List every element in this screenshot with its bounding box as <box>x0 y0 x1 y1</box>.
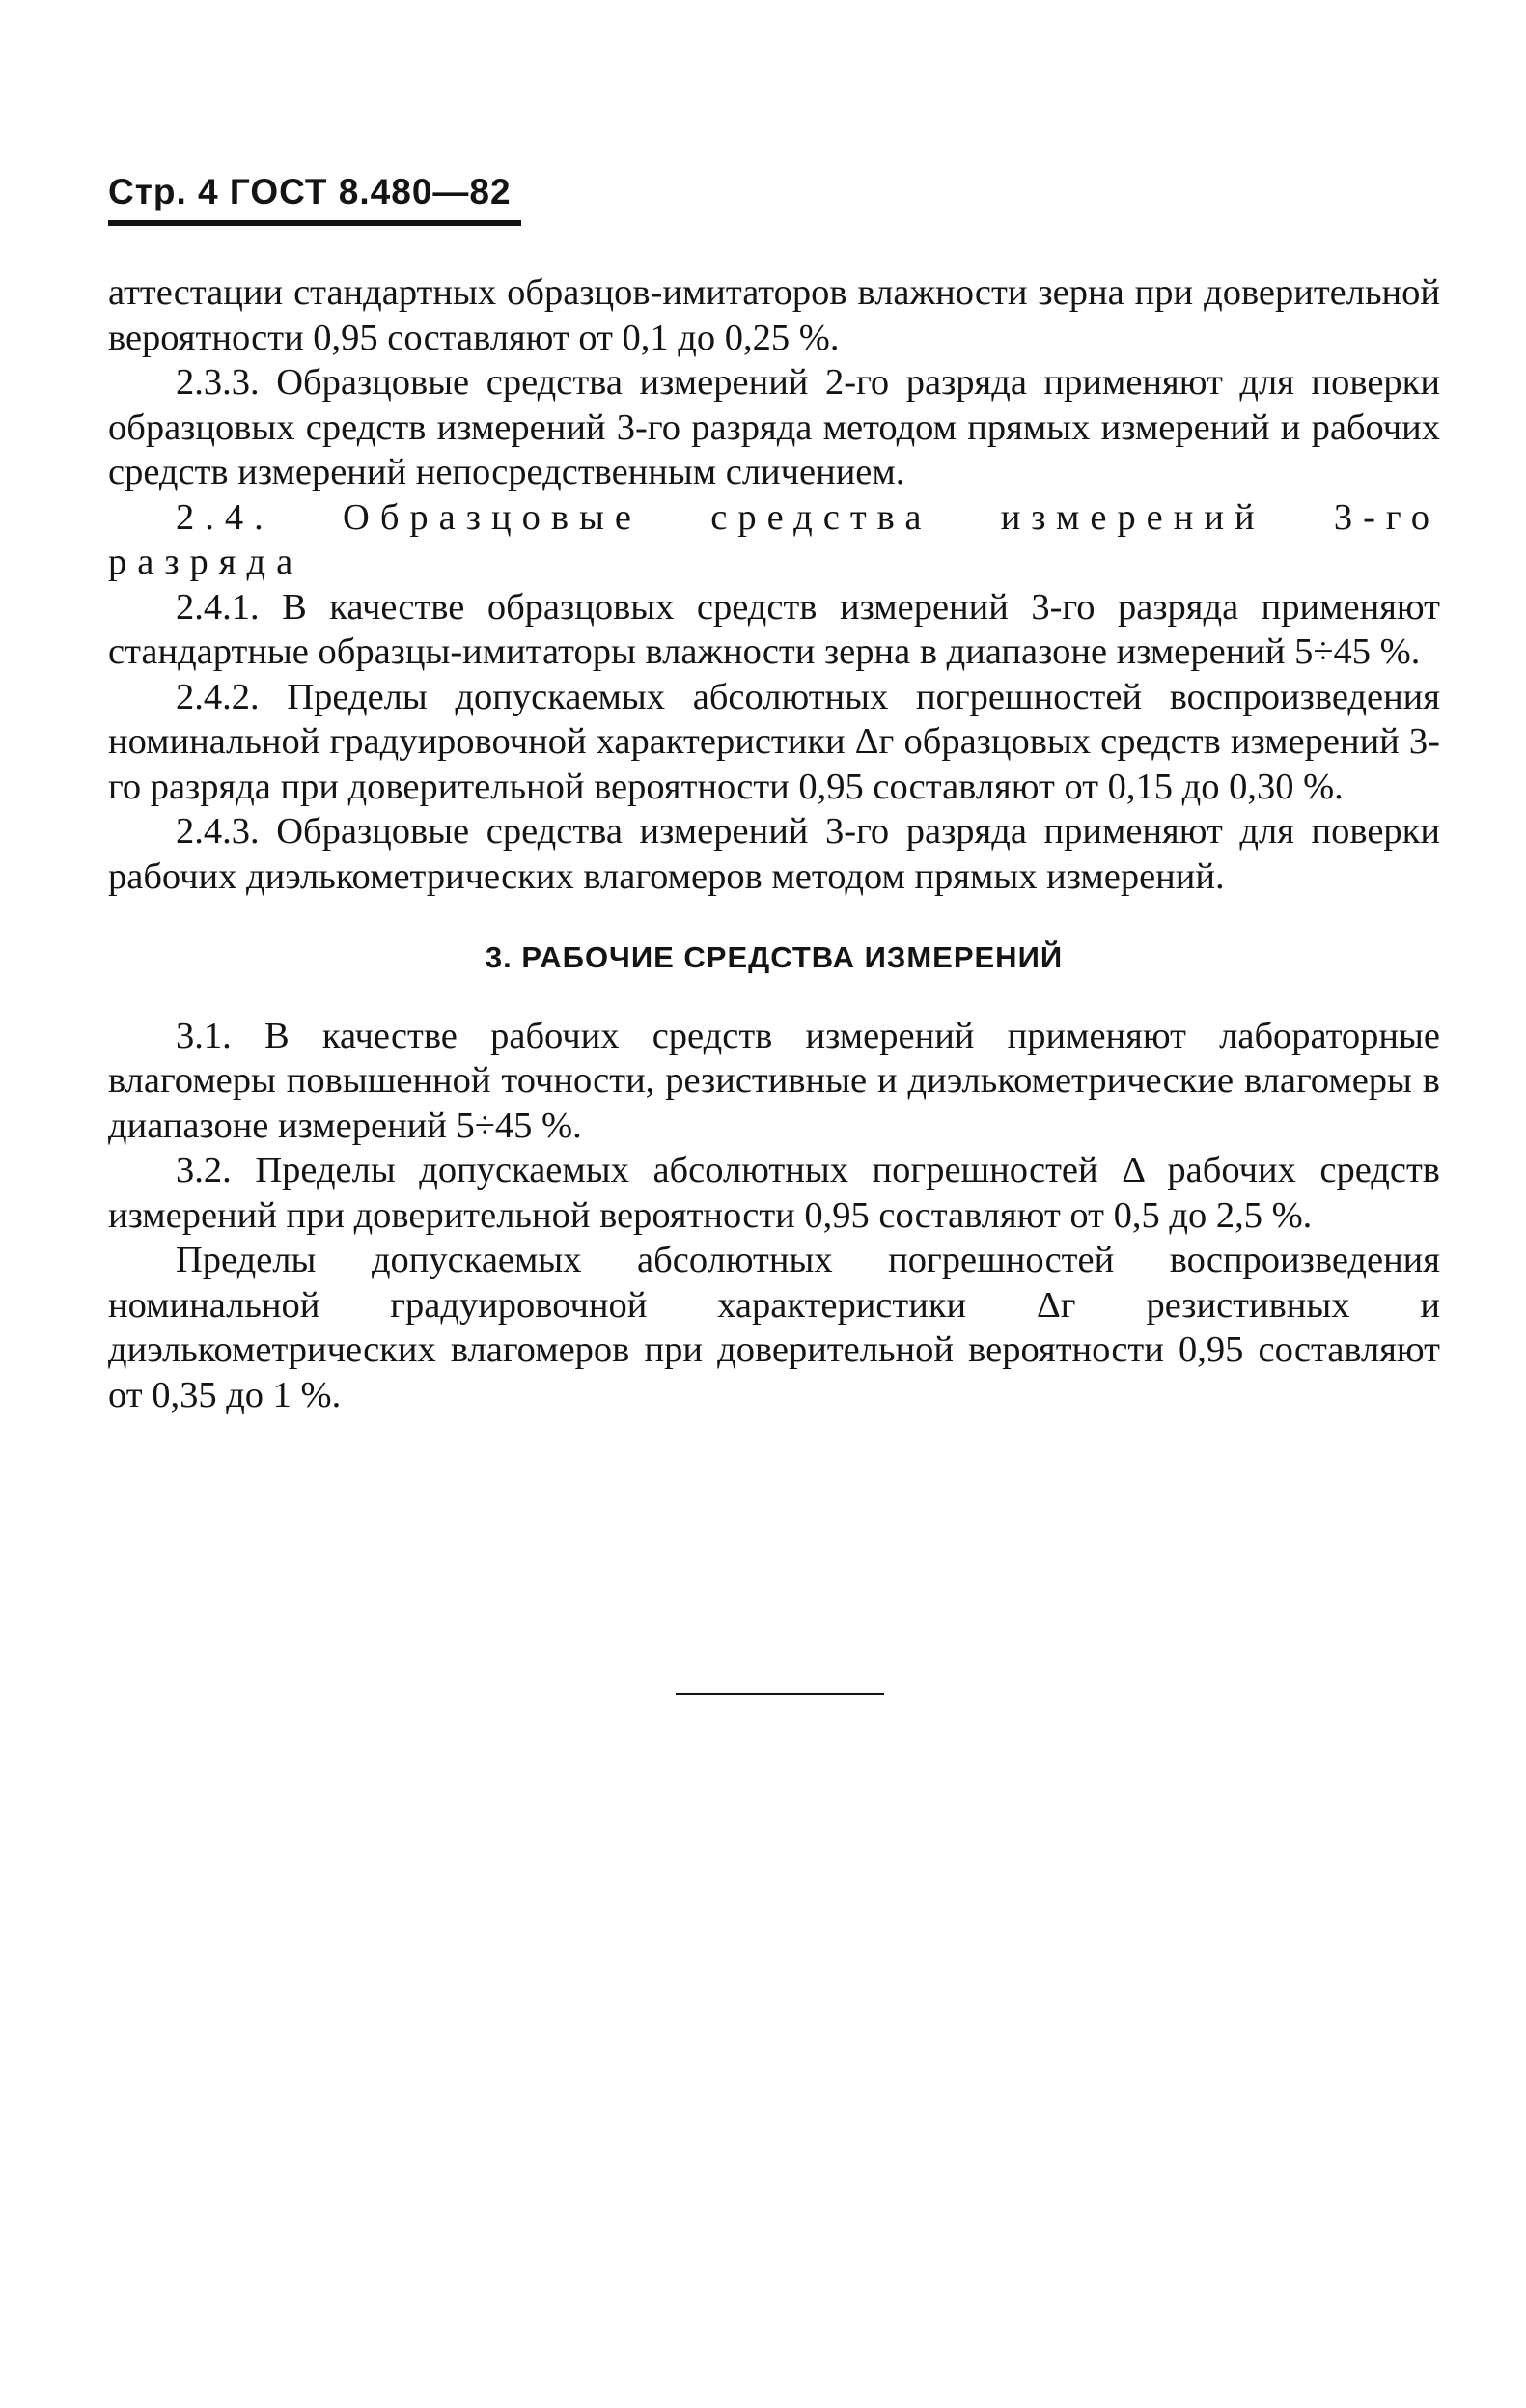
body-text <box>108 270 1440 1417</box>
section-heading-3: 3. РАБОЧИЕ СРЕДСТВА ИЗМЕРЕНИЙ <box>485 940 1064 974</box>
end-rule <box>676 1693 884 1695</box>
running-header: Стр. 4 ГОСТ 8.480—82 <box>108 172 512 211</box>
paragraph-2-3-3: 2.3.3. Образцовые средства измерений 2-го разряда применяют для поверки образцовых средств измерений 3-го разряда методом прямых измерений и рабочих средств измерений непосредственным сличением. <box>108 362 1440 492</box>
subsection-heading-2-4: 2.4. Образцовые средства измерений 3-го разряда <box>108 496 1440 582</box>
paragraph-2-4-1: 2.4.1. В качестве образцовых средств измерений 3-го разряда применяют стандартные образцы-имитаторы влажности зерна в диапазоне измерений 5÷45 %. <box>108 586 1440 672</box>
paragraph-3-2-continuation: Пределы допускаемых абсолютных погрешностей воспроизведения номинальной градуировочной характеристики Δг резистивных и диэлькометрических влагомеров при доверительной вероятности 0,95 составляют от 0,35 до 1 %. <box>108 1240 1440 1415</box>
paragraph-continuation: аттестации стандартных образцов-имитаторов влажности зерна при доверительной вероятности 0,95 составляют от 0,1 до 0,25 %. <box>108 272 1440 358</box>
paragraph-2-4-2: 2.4.2. Пределы допускаемых абсолютных погрешностей воспроизведения номинальной градуировочной характеристики Δг образцовых средств измерений 3-го разряда при доверительной вероятности 0,95 составляют от 0,15 до 0,30 %. <box>108 676 1440 807</box>
paragraph-3-2: 3.2. Пределы допускаемых абсолютных погрешностей Δ рабочих средств измерений при доверительной вероятности 0,95 составляют от 0,5 до 2,5 %. <box>108 1150 1440 1236</box>
paragraph-3-1: 3.1. В качестве рабочих средств измерений применяют лабораторные влагомеры повышенной точности, резистивные и диэлькометрические влагомеры в диапазоне измерений 5÷45 %. <box>108 1015 1440 1146</box>
paragraph-2-4-3: 2.4.3. Образцовые средства измерений 3-го разряда применяют для поверки рабочих диэлькометрических влагомеров методом прямых измерений. <box>108 811 1440 897</box>
header-rule <box>108 220 521 226</box>
